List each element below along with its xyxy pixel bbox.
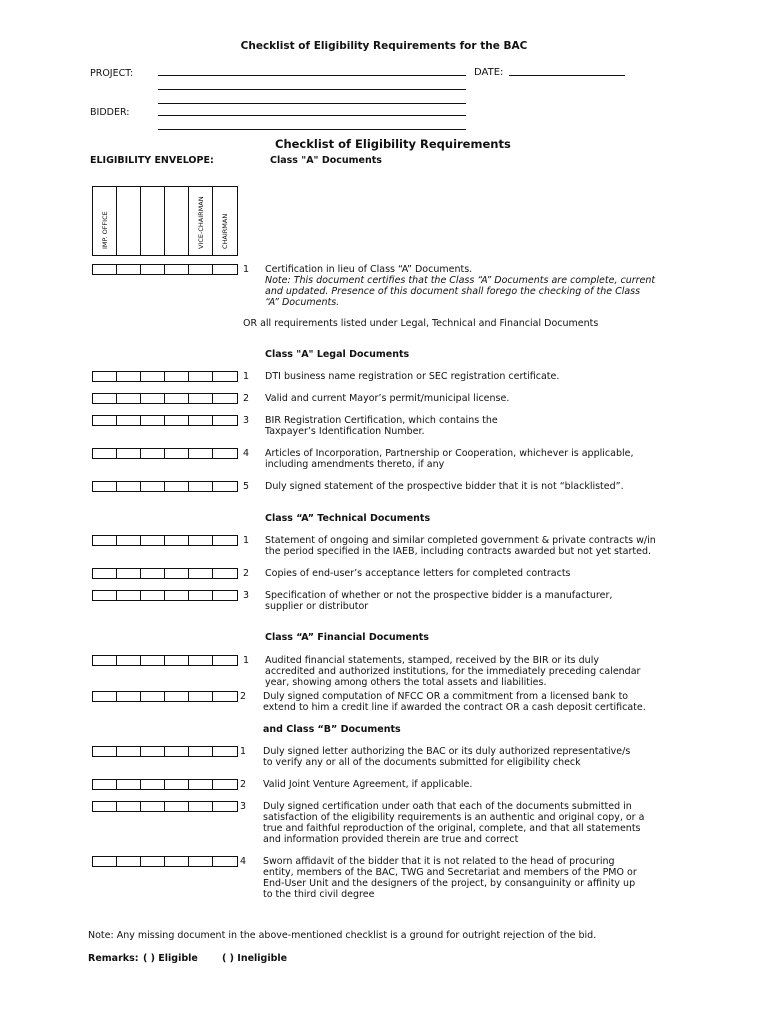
item-number: 1 [243, 371, 250, 382]
item-number: 1 [243, 264, 250, 275]
column-label-chairman: CHAIRMAN [221, 213, 229, 249]
item-number: 2 [243, 393, 250, 404]
project-field-line-2[interactable] [158, 89, 466, 90]
item-description: Duly signed computation of NFCC OR a commitment from a licensed bank to extend to him a credit line if awarded the contract OR a cash deposit certificate. [263, 691, 646, 713]
bidder-label: BIDDER: [90, 107, 130, 118]
legal-heading: Class "A" Legal Documents [265, 349, 410, 360]
item-number: 1 [243, 655, 250, 666]
or-text: OR all requirements listed under Legal, Technical and Financial Documents [243, 318, 599, 329]
item-number: 4 [240, 856, 247, 867]
checkbox-row[interactable] [92, 371, 238, 382]
column-header-cell [213, 187, 237, 255]
item-number: 3 [240, 801, 247, 812]
column-header-cell [93, 187, 117, 255]
item-description: Valid Joint Venture Agreement, if applicable. [263, 779, 473, 790]
project-field-line-1[interactable] [158, 75, 466, 76]
bidder-field-line-2[interactable] [158, 129, 466, 130]
item-number: 5 [243, 481, 250, 492]
column-header-cell [189, 187, 213, 255]
column-label-imp-office: IMP. OFFICE [100, 211, 109, 249]
checkbox-row[interactable] [92, 746, 238, 757]
date-label: DATE: [474, 67, 504, 78]
footer-note: Note: Any missing document in the above-mentioned checklist is a ground for outright rejection of the bid. [88, 930, 597, 941]
checkbox-row[interactable] [92, 779, 238, 790]
item-number: 2 [243, 568, 250, 579]
column-header-cell [165, 187, 189, 255]
signatory-column-header [92, 186, 238, 256]
class-a-heading: Class "A" Documents [270, 155, 382, 166]
project-field-line-3[interactable] [158, 103, 466, 104]
checkbox-row[interactable] [92, 481, 238, 492]
remarks-label: Remarks: [88, 953, 139, 964]
bidder-field-line-1[interactable] [158, 115, 466, 116]
checkbox-row[interactable] [92, 264, 238, 275]
column-label-vice-chairman: VICE-CHAIRMAN [196, 196, 205, 249]
technical-heading: Class “A” Technical Documents [265, 513, 431, 524]
financial-heading: Class “A” Financial Documents [265, 632, 429, 643]
item-number: 3 [243, 590, 250, 601]
item-number: 3 [243, 415, 250, 426]
class-b-heading: and Class “B” Documents [263, 724, 401, 735]
column-header-cell [141, 187, 165, 255]
item-description: BIR Registration Certification, which contains the Taxpayer’s Identification Number. [265, 415, 498, 437]
item-description: Specification of whether or not the prospective bidder is a manufacturer, supplier or distributor [265, 590, 613, 612]
checkbox-row[interactable] [92, 448, 238, 459]
checkbox-row[interactable] [92, 655, 238, 666]
item-description: Copies of end-user’s acceptance letters for completed contracts [265, 568, 571, 579]
column-header-cell [117, 187, 141, 255]
item-description: Duly signed certification under oath that each of the documents submitted in satisfaction of the eligibility requirements is an authentic and original copy, or a true and faithful reproduction of the original, complete, and that all statements and information provided therein are true and correct [263, 801, 645, 845]
eligible-option[interactable]: ( ) Eligible [143, 953, 198, 964]
item-number: 2 [240, 691, 247, 702]
checkbox-row[interactable] [92, 393, 238, 404]
ineligible-option[interactable]: ( ) Ineligible [222, 953, 288, 964]
checkbox-row[interactable] [92, 691, 238, 702]
item-description: Valid and current Mayor’s permit/municipal license. [265, 393, 510, 404]
item-number: 1 [240, 746, 247, 757]
item-number: 2 [240, 779, 247, 790]
item-number: 4 [243, 448, 250, 459]
envelope-label: ELIGIBILITY ENVELOPE: [90, 155, 214, 166]
item-description: Statement of ongoing and similar completed government & private contracts w/in the period specified in the IAEB, including contracts awarded but not yet started. [265, 535, 656, 557]
checkbox-row[interactable] [92, 568, 238, 579]
project-label: PROJECT: [90, 68, 134, 79]
checkbox-row[interactable] [92, 801, 238, 812]
item-description: Duly signed statement of the prospective bidder that it is not “blacklisted”. [265, 481, 624, 492]
item-number: 1 [243, 535, 250, 546]
item-description: Sworn affidavit of the bidder that it is not related to the head of procuring entity, members of the BAC, TWG and Secretariat and members of the PMO or End-User Unit and the designers of the project, by consanguinity or affinity up to the third civil degree [263, 856, 637, 900]
checkbox-row[interactable] [92, 535, 238, 546]
checkbox-row[interactable] [92, 415, 238, 426]
item-description: Duly signed letter authorizing the BAC or its duly authorized representative/s to verify any or all of the documents submitted for eligibility check [263, 746, 631, 768]
date-field-line[interactable] [509, 75, 625, 76]
item-description: Articles of Incorporation, Partnership or Cooperation, whichever is applicable, including amendments thereto, if any [265, 448, 634, 470]
item-description: Audited financial statements, stamped, received by the BIR or its duly accredited and authorized institutions, for the immediately preceding calendar year, showing among others the total assets and liabilities. [265, 655, 641, 688]
item-description: DTI business name registration or SEC registration certificate. [265, 371, 560, 382]
item-description: Certification in lieu of Class “A” Documents. Note: This document certifies that the Class “A” Documents are complete, current and updated. Presence of this document shall forego the checking of the Class “A” Documents. [265, 264, 656, 308]
subtitle: Checklist of Eligibility Requirements [275, 137, 511, 151]
page-title: Checklist of Eligibility Requirements for the BAC [240, 40, 528, 52]
checkbox-row[interactable] [92, 856, 238, 867]
checkbox-row[interactable] [92, 590, 238, 601]
